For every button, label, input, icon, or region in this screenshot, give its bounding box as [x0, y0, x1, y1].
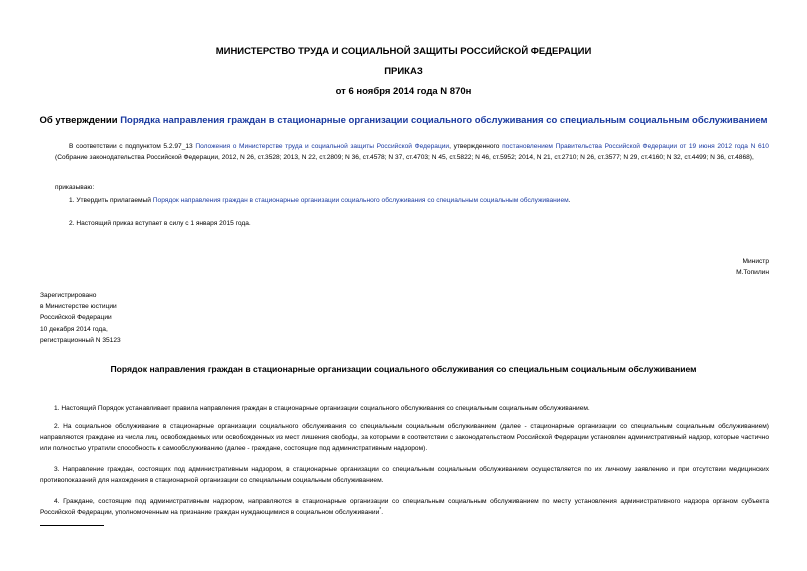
registration-block [40, 290, 240, 346]
footnote-divider [40, 525, 104, 526]
procedure-approval-link[interactable]: Порядок направления граждан в стационарные организации социального обслуживания со специальным социальным обслуживанием [152, 197, 569, 204]
signature-block [600, 256, 769, 278]
footnote-marker[interactable]: * [379, 507, 382, 514]
procedure-paragraph-4-text: 4. Граждане, состоящие под административным надзором, направляются в стационарные организации со специальным социальным обслуживанием по месту установления административного надзора органом субъекта Российской Федерации, уполномоченным на признание граждан нуждающимися в социальном обслуживании [40, 498, 769, 517]
procedure-link[interactable]: Порядка направления граждан в стационарные организации социального обслуживания со специальным социальным обслуживанием [120, 115, 768, 126]
order-item-1 [55, 195, 769, 206]
procedure-paragraph-1: 1. Настоящий Порядок устанавливает правила направления граждан в стационарные организации социального обслуживания со специальным социальным обслуживанием. [54, 405, 590, 412]
order-date-number: от 6 ноября 2014 года N 870н [335, 86, 472, 97]
ministry-heading: МИНИСТЕРСТВО ТРУДА И СОЦИАЛЬНОЙ ЗАЩИТЫ РОССИЙСКОЙ ФЕДЕРАЦИИ [215, 46, 592, 57]
order-title [0, 115, 807, 126]
minister-title: Министр [742, 258, 769, 265]
registration-line-5: регистрационный N 35123 [40, 336, 121, 344]
order-title-prefix: Об утверждении [39, 115, 121, 126]
registration-line-4: 10 декабря 2014 года, [40, 325, 108, 333]
prikazyvayu: приказываю: [55, 184, 95, 191]
preamble-text-1: В соответствии с подпунктом 5.2.97_13 [69, 143, 196, 150]
regulation-link[interactable]: Положения о Министерстве труда и социальной защиты Российской Федерации [195, 143, 450, 150]
registration-line-3: Российской Федерации [40, 314, 112, 322]
order-item-2: 2. Настоящий приказ вступает в силу с 1 января 2015 года. [69, 220, 251, 227]
order-heading: ПРИКАЗ [384, 66, 423, 77]
procedure-paragraph-3: 3. Направление граждан, состоящих под административным надзором, в стационарные организации со специальным социальным обслуживанием осуществляется по их личному заявлению и при отсутствии медицинских противопоказаний для нахождения в стационарной организации со специальным социальным обслуживанием. [40, 466, 769, 485]
preamble [55, 141, 769, 163]
order-item-1-prefix: 1. Утвердить прилагаемый [69, 197, 153, 204]
procedure-title: Порядок направления граждан в стационарные организации социального обслуживания со специальным социальным обслуживанием [110, 364, 697, 374]
procedure-paragraph-4 [40, 496, 769, 518]
procedure-paragraph-4-end: . [381, 509, 384, 517]
registration-line-2: в Министерстве юстиции [40, 303, 117, 311]
preamble-text-3: (Собрание законодательства Российской Федерации, 2012, N 26, ст.3528; 2013, N 22, ст.2809; N 36, ст.4578; N 37, ст.4703; N 45, ст.5822; N 46, ст.5952; 2014, N 21, ст.2710; N 26, ст.3577; N 29, ст.4160; N 32, ст.4499; N 36, ст.4868), [55, 154, 754, 162]
order-item-1-suffix: . [568, 197, 571, 204]
minister-name: М.Топилин [736, 269, 769, 277]
preamble-text-2: , утвержденного [449, 143, 503, 150]
procedure-paragraph-2: 2. На социальное обслуживание в стационарные организации социального обслуживания со специальным социальным обслуживанием (далее - стационарные организации со специальным социальным обслуживанием) направляются граждане из числа лиц, освобождаемых или освобожденных из мест лишения свободы, за которыми в соответствии с законодательством Российской Федерации установлен административный надзор, которые частично или полностью утратили способность к самообслуживанию (далее - граждане, состоящие под административным надзором). [40, 423, 769, 453]
resolution-link[interactable]: постановлением Правительства Российской Федерации от 19 июня 2012 года N 610 [502, 143, 769, 150]
registration-line-1: Зарегистрировано [40, 292, 97, 299]
